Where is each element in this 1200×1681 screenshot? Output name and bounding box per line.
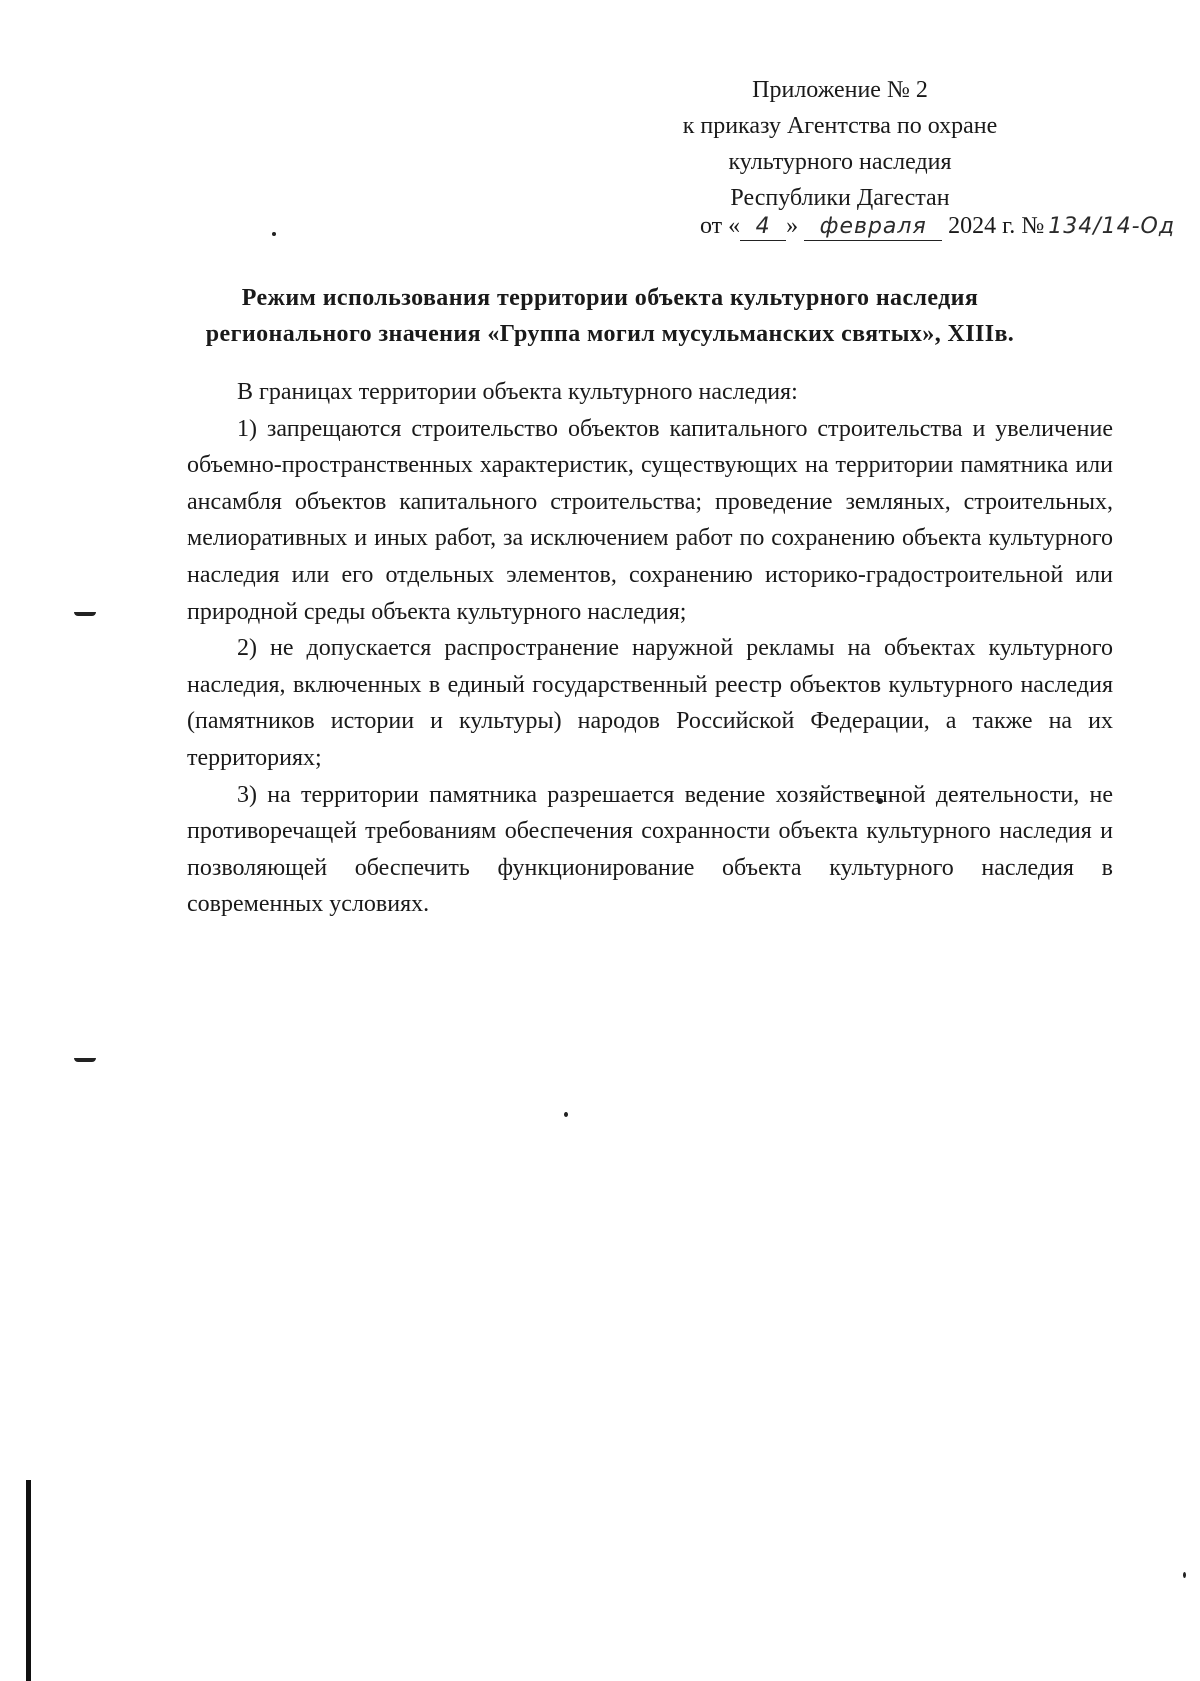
scan-edge-mark — [26, 1480, 31, 1681]
annex-date-line — [700, 208, 1176, 244]
title-line-1: Режим использования территории объекта культурного наследия — [241, 285, 979, 311]
scan-speck — [1183, 1572, 1186, 1578]
date-year: 2024 г. — [948, 213, 1016, 239]
handwritten-day: 4 — [740, 214, 786, 241]
item-1-paragraph: 1) запрещаются строительство объектов капитального строительства и увеличение объемно-пространственных характеристик, существующих на территории памятника или ансамбля объектов капитального строительства; проведение земляных, строительных, мелиоративных и иных работ, за исключением работ по сохранению объекта культурного наследия или его отдельных элементов, сохранению историко-градостроительной или природной среды объекта культурного наследия; — [187, 415, 1113, 625]
scan-speck — [272, 232, 276, 236]
item-3-paragraph: 3) на территории памятника разрешается ведение хозяйственной деятельности, не противоречащей требованиям обеспечения сохранности объекта культурного наследия и позволяющей обеспечить функционирование объекта культурного наследия в современных условиях. — [187, 781, 1113, 918]
date-mid: » — [786, 213, 799, 239]
item-2-paragraph: 2) не допускается распространение наружной рекламы на объектах культурного наследия, включенных в единый государственный реестр объектов культурного наследия (памятников истории и культуры) народов Российской Федерации, а также на их территориях; — [187, 635, 1113, 771]
intro-paragraph: В границах территории объекта культурного наследия: — [237, 379, 798, 405]
document-body — [187, 374, 1113, 923]
annex-order-ref: к приказу Агентства по охране — [682, 113, 998, 139]
number-prefix: № — [1021, 213, 1045, 239]
annex-agency-line: культурного наследия — [728, 149, 952, 175]
annex-block — [630, 72, 1050, 216]
document-title — [170, 280, 1050, 352]
scan-speck — [564, 1112, 568, 1117]
scan-speck — [74, 612, 96, 616]
scan-speck — [74, 1058, 96, 1062]
handwritten-month: февраля — [804, 214, 942, 241]
annex-title: Приложение № 2 — [752, 77, 928, 103]
date-prefix: от « — [700, 213, 741, 239]
handwritten-order-number: 134/14-Од — [1048, 214, 1176, 239]
annex-republic-line: Республики Дагестан — [730, 185, 950, 211]
title-line-2: регионального значения «Группа могил мусульманских святых», XIIIв. — [205, 321, 1015, 347]
